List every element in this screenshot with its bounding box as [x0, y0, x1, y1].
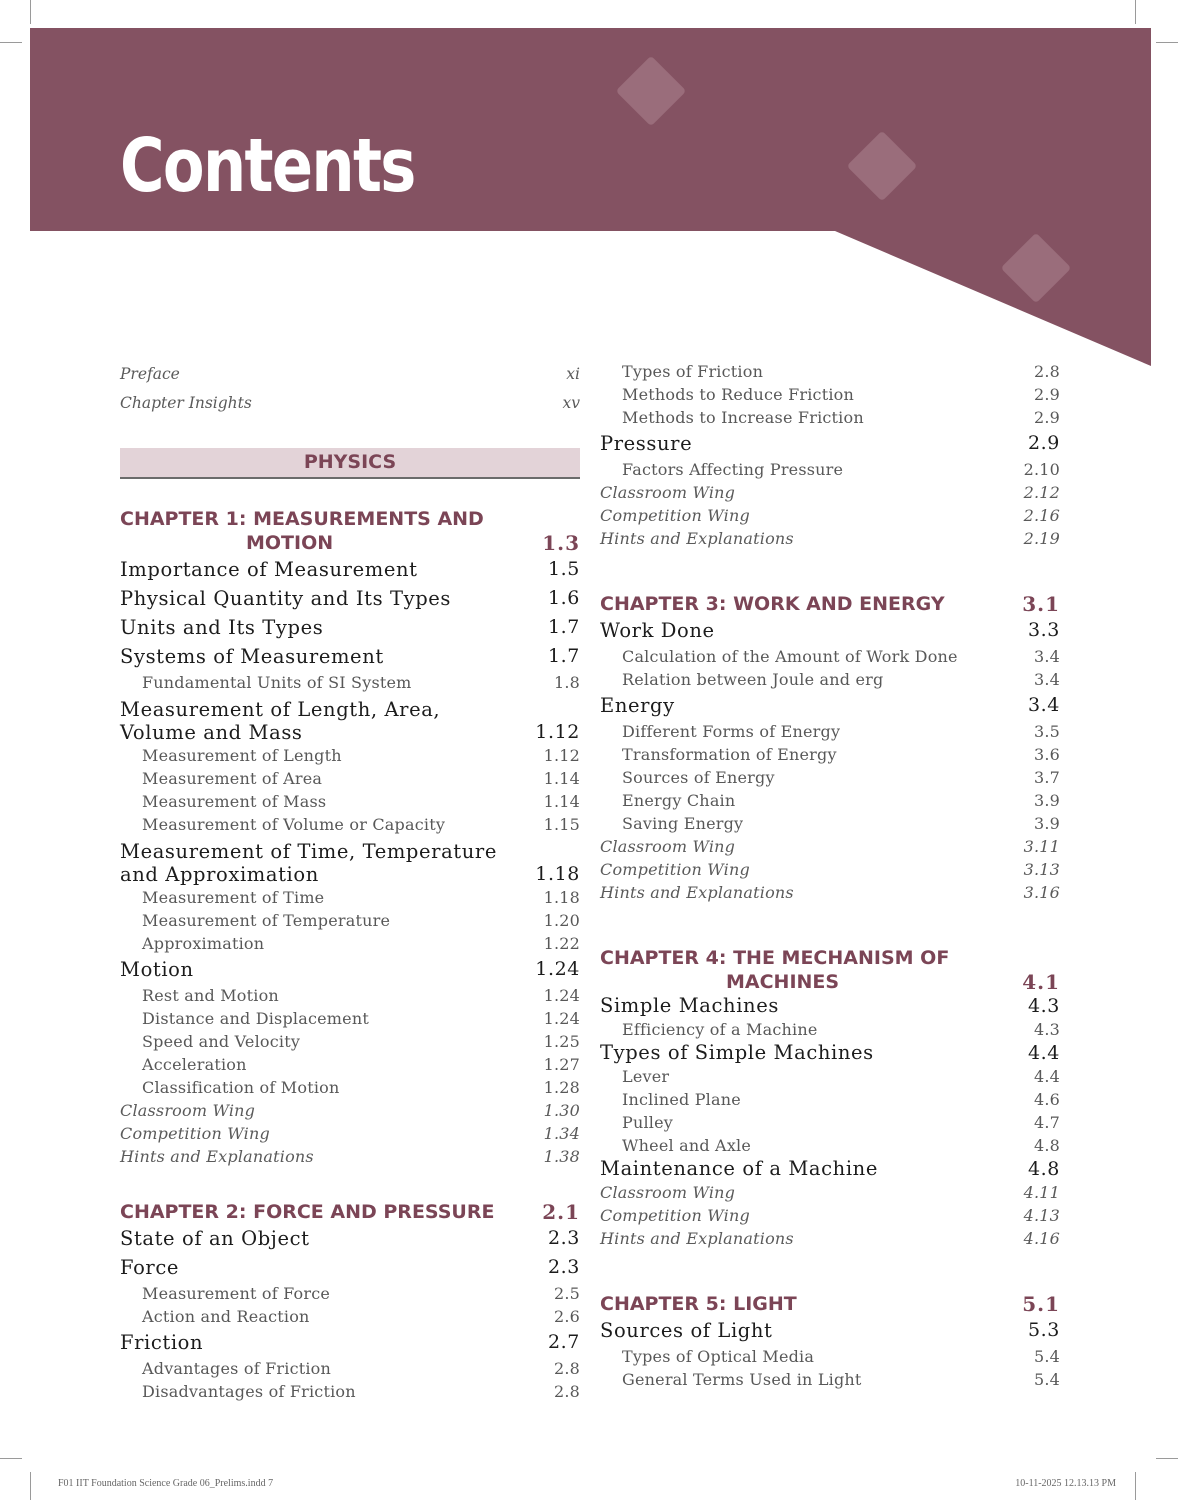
toc-subentry[interactable]	[120, 932, 580, 955]
toc-entry-page: 4.3	[1027, 995, 1060, 1017]
toc-entry-label: Energy	[600, 694, 675, 717]
toc-subentry[interactable]	[600, 720, 1060, 743]
toc-subentry[interactable]	[120, 1357, 580, 1380]
toc-entry[interactable]	[600, 1316, 1060, 1345]
toc-entry-page: 1.22	[543, 934, 580, 953]
toc-subentry[interactable]	[600, 1368, 1060, 1391]
toc-entry-label: Hints and Explanations	[120, 1147, 314, 1166]
toc-entry-page: xi	[566, 365, 580, 383]
toc-entry-label: Measurement of Volume or Capacity	[142, 815, 446, 834]
toc-entry-label: Sources of Light	[600, 1319, 773, 1342]
toc-entry-page: 3.9	[1033, 814, 1060, 833]
toc-entry-page: 1.14	[543, 769, 580, 788]
toc-entry-label: Types of Simple Machines	[600, 1041, 874, 1064]
toc-subentry[interactable]	[600, 406, 1060, 429]
toc-entry-page: 2.9	[1027, 432, 1060, 454]
toc-entry-label: Systems of Measurement	[120, 645, 384, 668]
toc-entry-label: Types of Optical Media	[622, 1347, 815, 1366]
toc-entry-label: Methods to Reduce Friction	[622, 385, 854, 404]
footer-file-slug: F01 IIT Foundation Science Grade 06_Prelims.indd 7	[58, 1478, 274, 1489]
toc-entry-page: 3.16	[1023, 883, 1060, 902]
chapter-3-heading[interactable]	[600, 592, 1060, 616]
toc-entry[interactable]	[120, 840, 580, 886]
toc-entry-hints[interactable]	[600, 881, 1060, 904]
toc-entry-page: 3.11	[1023, 837, 1060, 856]
chapter-page: 1.3	[542, 531, 580, 555]
toc-entry[interactable]	[120, 642, 580, 671]
toc-subentry[interactable]	[600, 1018, 1060, 1041]
toc-entry-label: Measurement of Force	[142, 1284, 331, 1303]
toc-entry-page: 4.8	[1033, 1136, 1060, 1155]
chapter-title: CHAPTER 1: MEASUREMENTS AND	[120, 508, 484, 530]
toc-entry-label: Advantages of Friction	[142, 1359, 332, 1378]
toc-entry-competition-wing[interactable]	[600, 1204, 1060, 1227]
toc-entry-label: Classroom Wing	[600, 1183, 736, 1202]
toc-entry-page: 2.10	[1023, 460, 1060, 479]
toc-entry-label: Action and Reaction	[142, 1307, 310, 1326]
toc-entry-label: Measurement of Length, Area,	[120, 698, 441, 721]
toc-entry[interactable]	[600, 429, 1060, 458]
toc-entry[interactable]	[120, 584, 580, 613]
toc-entry-page: 2.3	[547, 1227, 580, 1249]
toc-entry-hints[interactable]	[120, 1145, 580, 1168]
toc-entry-page: 1.12	[543, 746, 580, 765]
toc-entry[interactable]	[120, 698, 580, 744]
toc-entry-label: Force	[120, 1256, 179, 1279]
toc-entry-hints[interactable]	[600, 1227, 1060, 1250]
toc-entry-page: 5.4	[1033, 1347, 1060, 1366]
chapter-page: 2.1	[542, 1200, 580, 1224]
toc-subentry[interactable]	[600, 668, 1060, 691]
toc-subentry[interactable]	[600, 458, 1060, 481]
toc-entry-page: 1.24	[535, 958, 580, 980]
toc-entry-label: Preface	[120, 365, 180, 383]
toc-entry-page: 1.18	[543, 888, 580, 907]
toc-subentry[interactable]	[120, 1305, 580, 1328]
toc-entry-page: 1.20	[543, 911, 580, 930]
toc-entry-label: Measurement of Length	[142, 746, 342, 765]
toc-entry[interactable]	[600, 1041, 1060, 1065]
toc-entry-competition-wing[interactable]	[600, 858, 1060, 881]
toc-subentry[interactable]	[120, 767, 580, 790]
toc-subentry[interactable]	[120, 1007, 580, 1030]
toc-entry-classroom-wing[interactable]	[600, 1181, 1060, 1204]
toc-entry-label: Competition Wing	[120, 1124, 270, 1143]
toc-entry-page: 2.5	[553, 1284, 580, 1303]
toc-entry-page: 2.19	[1023, 529, 1060, 548]
toc-entry-page: 2.9	[1033, 408, 1060, 427]
toc-entry-page: 1.6	[547, 587, 580, 609]
toc-entry-page: 1.28	[543, 1078, 580, 1097]
chapter-4-heading[interactable]	[600, 946, 1060, 994]
toc-entry-page: 2.9	[1033, 385, 1060, 404]
toc-entry-page: 3.4	[1033, 670, 1060, 689]
toc-entry-label: Saving Energy	[622, 814, 744, 833]
chapter-title: CHAPTER 3: WORK AND ENERGY	[600, 593, 945, 615]
toc-entry-hints[interactable]	[600, 527, 1060, 550]
toc-entry-page: 1.24	[543, 1009, 580, 1028]
toc-entry[interactable]	[600, 616, 1060, 645]
toc-entry-page: 5.3	[1027, 1319, 1060, 1341]
toc-entry-page: 1.7	[547, 645, 580, 667]
crop-mark	[1156, 1458, 1178, 1459]
toc-entry-page: 2.8	[553, 1382, 580, 1401]
toc-entry[interactable]	[120, 1253, 580, 1282]
toc-entry-label: Acceleration	[142, 1055, 247, 1074]
chapter-1-heading[interactable]	[120, 507, 580, 555]
toc-entry-page: 3.13	[1023, 860, 1060, 879]
toc-entry-classroom-wing[interactable]	[600, 835, 1060, 858]
toc-entry-label: Inclined Plane	[622, 1090, 741, 1109]
toc-entry-page: 4.4	[1027, 1042, 1060, 1064]
toc-entry-label: Work Done	[600, 619, 715, 642]
toc-entry-page: 1.18	[535, 863, 580, 885]
toc-entry-label: Hints and Explanations	[600, 1229, 794, 1248]
toc-entry[interactable]	[600, 691, 1060, 720]
toc-entry-label: Wheel and Axle	[622, 1136, 752, 1155]
toc-subentry[interactable]	[600, 743, 1060, 766]
toc-entry-label: Energy Chain	[622, 791, 736, 810]
toc-entry-label: Methods to Increase Friction	[622, 408, 864, 427]
toc-entry-label: Measurement of Temperature	[142, 911, 391, 930]
toc-entry-page: 4.16	[1023, 1229, 1060, 1248]
toc-entry-label: Measurement of Time	[142, 888, 325, 907]
toc-entry-label: Hints and Explanations	[600, 883, 794, 902]
toc-subentry[interactable]	[120, 1282, 580, 1305]
toc-entry-page: 2.3	[547, 1256, 580, 1278]
toc-entry-page: 5.4	[1033, 1370, 1060, 1389]
toc-entry-page: 3.6	[1033, 745, 1060, 764]
toc-entry-competition-wing[interactable]	[600, 504, 1060, 527]
toc-entry[interactable]	[120, 1328, 580, 1357]
toc-subentry[interactable]	[600, 360, 1060, 383]
toc-subentry[interactable]	[600, 812, 1060, 835]
toc-entry-label: Rest and Motion	[142, 986, 279, 1005]
toc-entry-chapter-insights[interactable]	[120, 389, 580, 418]
toc-entry[interactable]	[600, 1157, 1060, 1181]
toc-entry-page: 4.13	[1023, 1206, 1060, 1225]
crop-mark	[0, 1458, 22, 1459]
toc-subentry[interactable]	[120, 984, 580, 1007]
toc-entry-page: 1.30	[543, 1101, 580, 1120]
toc-entry-page: 2.8	[553, 1359, 580, 1378]
toc-entry[interactable]	[120, 1224, 580, 1253]
toc-entry-label: Relation between Joule and erg	[622, 670, 884, 689]
toc-subentry[interactable]	[120, 909, 580, 932]
toc-entry-page: 4.11	[1023, 1183, 1060, 1202]
toc-subentry[interactable]	[120, 886, 580, 909]
toc-subentry[interactable]	[600, 1111, 1060, 1134]
toc-entry-label: Physical Quantity and Its Types	[120, 587, 452, 610]
toc-entry-label: Measurement of Area	[142, 769, 323, 788]
toc-entry-page: 2.16	[1023, 506, 1060, 525]
toc-subentry[interactable]	[120, 671, 580, 694]
chapter-title-line2: MOTION	[246, 532, 334, 554]
toc-subentry[interactable]	[120, 1030, 580, 1053]
toc-entry-label: Classification of Motion	[142, 1078, 340, 1097]
toc-entry-page: xv	[562, 394, 580, 412]
toc-entry-page: 1.7	[547, 616, 580, 638]
section-heading-physics: PHYSICS	[120, 448, 580, 479]
toc-entry-label: Distance and Displacement	[142, 1009, 369, 1028]
toc-entry-label: Sources of Energy	[622, 768, 775, 787]
toc-entry-label: Efficiency of a Machine	[622, 1020, 818, 1039]
chapter-page: 5.1	[1022, 1292, 1060, 1316]
toc-entry-label: Fundamental Units of SI System	[142, 673, 412, 692]
toc-entry-label: Competition Wing	[600, 1206, 750, 1225]
toc-entry-label: Approximation	[142, 934, 265, 953]
toc-subentry[interactable]	[120, 744, 580, 767]
toc-entry-competition-wing[interactable]	[120, 1122, 580, 1145]
chapter-title: CHAPTER 2: FORCE AND PRESSURE	[120, 1201, 495, 1223]
toc-entry[interactable]	[120, 613, 580, 642]
toc-entry-label: Friction	[120, 1331, 204, 1354]
toc-entry-label: Competition Wing	[600, 860, 750, 879]
toc-entry-label: Pulley	[622, 1113, 674, 1132]
chapter-title: CHAPTER 4: THE MECHANISM OF	[600, 947, 950, 969]
toc-entry-label: Classroom Wing	[120, 1101, 256, 1120]
footer-timestamp: 10-11-2025 12.13.13 PM	[1015, 1478, 1116, 1489]
toc-subentry[interactable]	[600, 645, 1060, 668]
toc-entry-page: 1.5	[547, 558, 580, 580]
chapter-2-heading[interactable]	[120, 1200, 580, 1224]
toc-entry-page: 3.4	[1033, 647, 1060, 666]
toc-entry-label-line2: and Approximation	[120, 863, 319, 886]
toc-entry-page: 1.27	[543, 1055, 580, 1074]
toc-entry-classroom-wing[interactable]	[600, 481, 1060, 504]
toc-entry-page: 4.8	[1027, 1158, 1060, 1180]
toc-entry-label: Motion	[120, 958, 194, 981]
toc-entry-label: General Terms Used in Light	[622, 1370, 862, 1389]
toc-entry-label: Measurement of Time, Temperature	[120, 840, 497, 863]
toc-subentry[interactable]	[120, 790, 580, 813]
toc-entry-label: Hints and Explanations	[600, 529, 794, 548]
toc-entry-page: 1.8	[553, 673, 580, 692]
toc-entry-page: 1.14	[543, 792, 580, 811]
toc-entry-label: Factors Affecting Pressure	[622, 460, 844, 479]
toc-entry-page: 4.3	[1033, 1020, 1060, 1039]
toc-subentry[interactable]	[600, 789, 1060, 812]
toc-subentry[interactable]	[120, 1053, 580, 1076]
toc-entry-preface[interactable]	[120, 360, 580, 389]
toc-entry-page: 1.34	[543, 1124, 580, 1143]
toc-entry-page: 3.3	[1027, 619, 1060, 641]
toc-subentry[interactable]	[120, 1380, 580, 1403]
toc-entry-label: Classroom Wing	[600, 483, 736, 502]
toc-entry-label: Classroom Wing	[600, 837, 736, 856]
toc-entry-label: Types of Friction	[622, 362, 764, 381]
toc-entry-label: Importance of Measurement	[120, 558, 418, 581]
toc-entry-page: 2.6	[553, 1307, 580, 1326]
toc-entry[interactable]	[600, 994, 1060, 1018]
chapter-title: CHAPTER 5: LIGHT	[600, 1293, 797, 1315]
toc-entry[interactable]	[120, 555, 580, 584]
toc-entry-page: 1.15	[543, 815, 580, 834]
toc-entry-page: 4.7	[1033, 1113, 1060, 1132]
toc-entry-label: Units and Its Types	[120, 616, 324, 639]
toc-entry-label: Pressure	[600, 432, 693, 455]
toc-subentry[interactable]	[600, 1345, 1060, 1368]
toc-entry-label: Calculation of the Amount of Work Done	[622, 647, 958, 666]
chapter-page: 3.1	[1022, 592, 1060, 616]
toc-entry-label: Measurement of Mass	[142, 792, 327, 811]
chapter-title-line2: MACHINES	[726, 971, 840, 993]
toc-subentry[interactable]	[600, 1134, 1060, 1157]
toc-right-column	[600, 360, 1060, 1391]
toc-entry-page: 1.24	[543, 986, 580, 1005]
toc-entry-label: Lever	[622, 1067, 670, 1086]
crop-mark	[30, 1472, 31, 1500]
toc-entry-page: 2.7	[547, 1331, 580, 1353]
toc-entry-page: 3.7	[1033, 768, 1060, 787]
toc-entry-page: 4.4	[1033, 1067, 1060, 1086]
toc-entry-page: 2.12	[1023, 483, 1060, 502]
toc-entry-label: Maintenance of a Machine	[600, 1157, 878, 1180]
toc-entry-page: 1.25	[543, 1032, 580, 1051]
toc-subentry[interactable]	[120, 813, 580, 836]
toc-entry-page: 1.12	[535, 721, 580, 743]
chapter-5-heading[interactable]	[600, 1292, 1060, 1316]
toc-entry-label: Different Forms of Energy	[622, 722, 841, 741]
page-title: Contents	[120, 123, 415, 209]
toc-entry[interactable]	[120, 955, 580, 984]
toc-entry-page: 4.6	[1033, 1090, 1060, 1109]
crop-mark	[1135, 1472, 1136, 1500]
toc-entry-label: Transformation of Energy	[622, 745, 837, 764]
toc-entry-label-line2: Volume and Mass	[120, 721, 303, 744]
toc-entry-label: Chapter Insights	[120, 394, 252, 412]
toc-entry-classroom-wing[interactable]	[120, 1099, 580, 1122]
toc-entry-page: 3.5	[1033, 722, 1060, 741]
toc-entry-page: 2.8	[1033, 362, 1060, 381]
toc-subentry[interactable]	[120, 1076, 580, 1099]
toc-subentry[interactable]	[600, 766, 1060, 789]
toc-entry-label: Speed and Velocity	[142, 1032, 301, 1051]
toc-subentry[interactable]	[600, 1088, 1060, 1111]
toc-entry-label: Disadvantages of Friction	[142, 1382, 356, 1401]
toc-subentry[interactable]	[600, 383, 1060, 406]
chapter-page: 4.1	[1022, 970, 1060, 994]
toc-left-column	[120, 360, 580, 1403]
toc-subentry[interactable]	[600, 1065, 1060, 1088]
toc-entry-label: Competition Wing	[600, 506, 750, 525]
toc-entry-page: 3.9	[1033, 791, 1060, 810]
toc-entry-page: 1.38	[543, 1147, 580, 1166]
toc-entry-label: State of an Object	[120, 1227, 310, 1250]
toc-entry-page: 3.4	[1027, 694, 1060, 716]
toc-entry-label: Simple Machines	[600, 994, 779, 1017]
